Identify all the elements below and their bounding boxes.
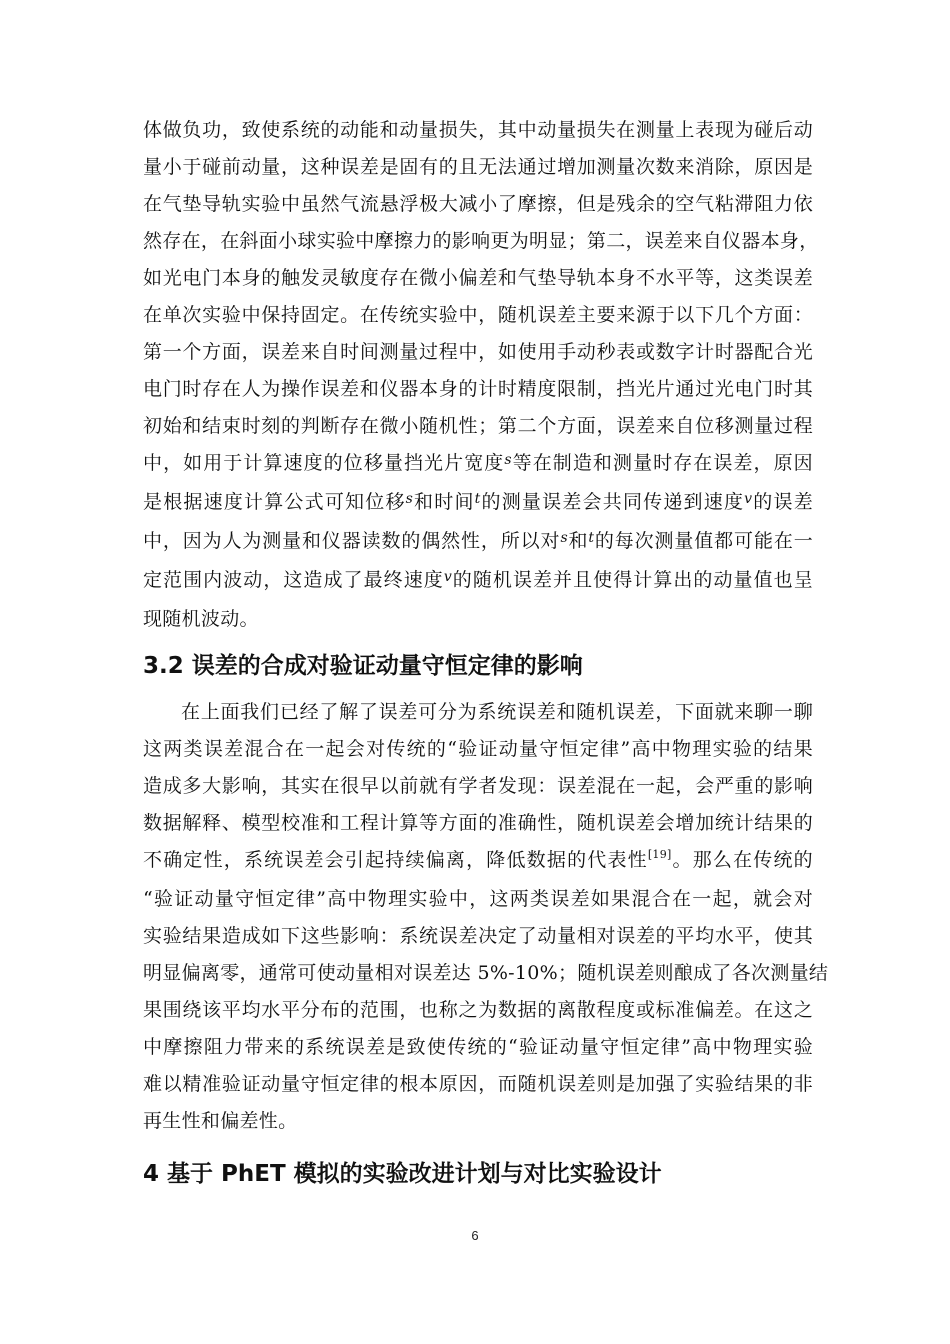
text-line: 体做负功，致使系统的动能和动量损失，其中动量损失在测量上表现为碰后动 [143,119,813,141]
citation-reference: [19] [647,848,672,861]
section-heading-4: 4 基于 PhET 模拟的实验改进计划与对比实验设计 [143,1161,662,1187]
section-heading-3-2: 3.2 误差的合成对验证动量守恒定律的影响 [143,653,583,679]
symbol-t: t [588,530,595,546]
text-line: 数据解释、模型校准和工程计算等方面的准确性，随机误差会增加统计结果的 [143,812,813,834]
text-line: 如光电门本身的触发灵敏度存在微小偏差和气垫导轨本身不水平等，这类误差 [143,267,813,289]
text-fragment: 等在制造和测量时存在误差，原因 [511,452,813,474]
text-line [143,445,813,484]
text-line: 在上面我们已经了解了误差可分为系统误差和随机误差，下面就来聊一聊 [181,701,813,723]
text-fragment: 和 [567,530,589,552]
text-line: “验证动量守恒定律”高中物理实验中，这两类误差如果混合在一起，就会对 [143,888,813,910]
text-fragment: 的测量误差会共同传递到速度 [480,491,745,513]
symbol-s: s [504,452,512,468]
text-fragment: 的随机误差并且使得计算出的动量值也呈 [452,569,813,591]
text-line: 第一个方面，误差来自时间测量过程中，如使用手动秒表或数字计时器配合光 [143,341,813,363]
text-fragment: 中，如用于计算速度的位移量挡光片宽度 [143,452,505,474]
text-line: 量小于碰前动量，这种误差是固有的且无法通过增加测量次数来消除，原因是 [143,156,813,178]
text-line: 中摩擦阻力带来的系统误差是致使传统的“验证动量守恒定律”高中物理实验 [143,1036,813,1058]
text-fragment: 的误差 [752,491,814,513]
text-line: 造成多大影响，其实在很早以前就有学者发现：误差混在一起，会严重的影响 [143,775,813,797]
text-line: 然存在，在斜面小球实验中摩擦力的影响更为明显；第二，误差来自仪器本身， [143,230,819,252]
text-line: 现随机波动。 [143,608,259,630]
text-line: 这两类误差混合在一起会对传统的“验证动量守恒定律”高中物理实验的结果 [143,738,813,760]
text-fragment: 定范围内波动，这造成了最终速度 [143,569,444,591]
text-line: 在气垫导轨实验中虽然气流悬浮极大减小了摩擦，但是残余的空气粘滞阻力依 [143,193,813,215]
symbol-t: t [474,491,481,507]
text-fragment: 不确定性，系统误差会引起持续偏离，降低数据的代表性 [143,849,648,871]
text-line: 果围绕该平均水平分布的范围，也称之为数据的离散程度或标准偏差。在这之 [143,999,813,1021]
text-fragment: 和时间 [413,491,475,513]
symbol-s: s [405,491,414,507]
text-line: 在单次实验中保持固定。在传统实验中，随机误差主要来源于以下几个方面： [143,304,813,326]
paragraph-error-synthesis [143,694,829,1140]
text-fragment: 是根据速度计算公式可知位移 [143,491,406,513]
symbol-v: v [443,569,453,585]
text-line: 初始和结束时刻的判断存在微小随机性；第二个方面，误差来自位移测量过程 [143,415,813,437]
text-fragment: 中，因为人为测量和仪器读数的偶然性，所以对 [143,530,561,552]
text-line: 再生性和偏差性。 [143,1110,298,1132]
text-fragment: 。那么在传统的 [671,849,813,871]
symbol-s: s [560,530,568,546]
text-line [143,484,813,523]
text-fragment: 的每次测量值都可能在一 [594,530,813,552]
text-line: 难以精准验证动量守恒定律的根本原因，而随机误差则是加强了实验结果的非 [143,1073,813,1095]
text-line [143,842,813,881]
page-number: 6 [471,1228,479,1243]
symbol-v: v [744,491,753,507]
paragraph-error-sources [143,112,819,638]
text-line: 实验结果造成如下这些影响：系统误差决定了动量相对误差的平均水平，使其 [143,925,813,947]
text-line [143,523,813,562]
text-line: 明显偏离零，通常可使动量相对误差达 5%-10%；随机误差则酿成了各次测量结 [143,962,829,984]
text-line [143,562,813,601]
text-line: 电门时存在人为操作误差和仪器本身的计时精度限制，挡光片通过光电门时其 [143,378,813,400]
